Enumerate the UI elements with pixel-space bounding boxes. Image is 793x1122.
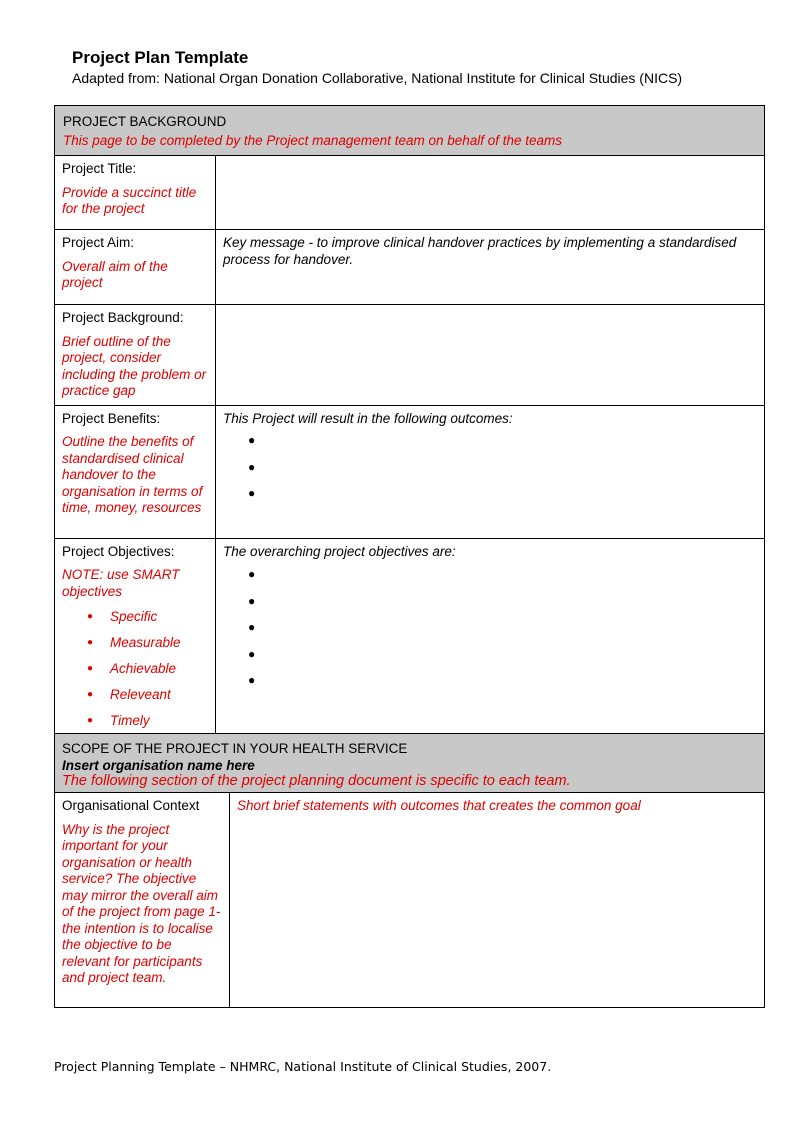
list-item: ● Timely <box>87 713 150 728</box>
row-hint: NOTE: use SMART objectives <box>62 567 180 599</box>
section-heading: PROJECT BACKGROUND <box>63 114 227 129</box>
organisational-context-field[interactable] <box>230 793 765 1008</box>
row-hint: Brief outline of the project, consider including the problem or practice gap <box>62 333 207 398</box>
row-hint: Outline the benefits of standardised clinical handover to the organisation in terms of time, money, resources <box>62 434 203 515</box>
project-aim-field[interactable] <box>216 230 765 305</box>
row-label: Project Benefits: <box>62 410 161 426</box>
objectives-list <box>223 569 757 702</box>
page-footer: Project Planning Template – NHMRC, National Institute of Clinical Studies, 2007. <box>54 1059 552 1074</box>
section-heading: SCOPE OF THE PROJECT IN YOUR HEALTH SERVICE <box>62 741 408 756</box>
row-project-benefits <box>55 405 765 538</box>
list-item: ● Achievable <box>87 661 177 676</box>
label-cell <box>55 405 216 538</box>
list-item[interactable] <box>223 622 757 649</box>
scope-table <box>54 733 765 1008</box>
bullet-icon: ● <box>248 459 256 474</box>
list-item[interactable] <box>223 646 757 676</box>
bullet-icon: ● <box>248 620 256 634</box>
row-label: Project Background: <box>62 310 184 325</box>
org-name-placeholder[interactable]: Insert organisation name here <box>62 757 255 773</box>
document-subtitle: Adapted from: National Organ Donation Collaborative, National Institute for Clinical Studies (NICS) <box>72 70 683 86</box>
row-label: Project Aim: <box>62 235 135 250</box>
bullet-icon: ● <box>248 433 256 447</box>
list-item: ● Measurable <box>87 635 181 650</box>
row-organisational-context <box>55 793 765 1008</box>
bullet-icon: ● <box>87 715 94 726</box>
list-item[interactable] <box>223 459 757 489</box>
bullet-icon: ● <box>87 611 94 622</box>
row-content: Key message - to improve clinical handover practices by implementing a standardised process for handover. <box>223 235 737 267</box>
row-label: Project Title: <box>62 161 137 176</box>
list-item[interactable] <box>223 488 757 515</box>
bullet-icon: ● <box>248 486 256 500</box>
document-header <box>72 48 712 86</box>
row-content: This Project will result in the following outcomes: <box>223 410 513 426</box>
background-heading-band <box>55 106 765 156</box>
row-hint: Why is the project important for your organisation or health service? The objective may mirror the overall aim of the project from page 1- the intention is to localise the objective to be relevant for participants and project team. <box>62 821 221 985</box>
scope-heading-band <box>55 734 765 793</box>
project-benefits-field[interactable] <box>216 405 765 538</box>
label-cell <box>55 538 216 745</box>
list-item[interactable] <box>223 435 757 462</box>
smart-list <box>62 609 208 739</box>
project-background-field[interactable] <box>216 305 765 406</box>
row-project-objectives <box>55 538 765 745</box>
list-item[interactable] <box>223 569 757 596</box>
row-content: Short brief statements with outcomes that creates the common goal <box>237 798 641 813</box>
bullet-icon: ● <box>248 646 256 661</box>
bullet-icon: ● <box>248 567 256 581</box>
project-background-table <box>54 105 765 745</box>
row-hint: Provide a succinct title for the project <box>62 184 197 216</box>
list-item: ● Releveant <box>87 687 171 702</box>
row-project-title <box>55 156 765 230</box>
row-label: Project Objectives: <box>62 543 175 559</box>
label-cell <box>55 156 216 230</box>
row-project-background <box>55 305 765 406</box>
section-note: The following section of the project planning document is specific to each team. <box>62 772 571 789</box>
label-cell <box>55 305 216 406</box>
list-item[interactable] <box>223 675 757 702</box>
bullet-icon: ● <box>248 673 256 687</box>
outcomes-list <box>223 435 757 515</box>
document-title: Project Plan Template <box>72 48 249 67</box>
label-cell <box>55 230 216 305</box>
bullet-icon: ● <box>87 689 94 700</box>
row-label: Organisational Context <box>62 798 200 813</box>
bullet-icon: ● <box>87 637 94 648</box>
row-hint: Overall aim of the project <box>62 258 168 290</box>
list-item[interactable] <box>223 593 757 623</box>
section-note: This page to be completed by the Project management team on behalf of the teams <box>63 132 563 148</box>
project-title-field[interactable] <box>216 156 765 230</box>
project-objectives-field[interactable] <box>216 538 765 745</box>
bullet-icon: ● <box>248 593 256 608</box>
list-item: ● Specific <box>87 609 158 624</box>
row-project-aim <box>55 230 765 305</box>
bullet-icon: ● <box>87 663 94 674</box>
label-cell <box>55 793 230 1008</box>
row-content: The overarching project objectives are: <box>223 543 456 559</box>
